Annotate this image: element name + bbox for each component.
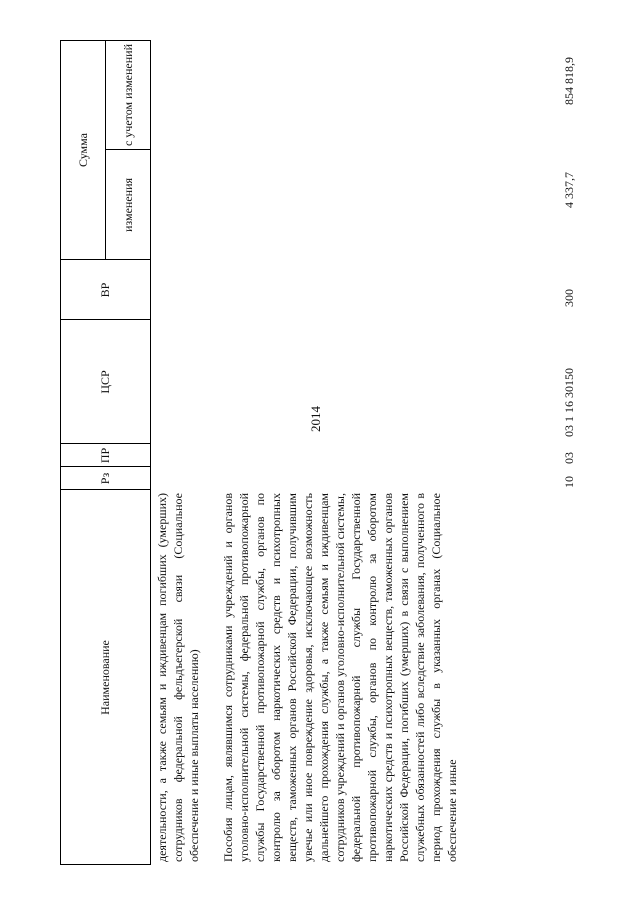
header-bottom-rule [150, 40, 151, 865]
header-rz: Рз [98, 472, 112, 485]
header-izmeneniya: изменения [120, 177, 135, 233]
header-csr: ЦСР [98, 370, 112, 394]
header-name: Наименование [98, 640, 112, 715]
budget-table [60, 40, 600, 865]
header-vr: ВР [98, 282, 112, 298]
row-2-rz: 10 [562, 476, 576, 488]
header-summa: Сумма [75, 133, 90, 167]
row-2-csr: 03 1 16 30150 [562, 368, 576, 437]
page-number: 2014 [308, 406, 323, 432]
row-2-total: 854 818,9 [562, 57, 576, 105]
row-2-name: Пособия лицам, являвшимся сотрудниками учреждений и органов уголовно-исполнительной системы, федеральной противопожарной службы Государственной противопожарной службы, органов по контролю за оборотом наркотических средств и психотропных веществ, таможенных органов Российской Федерации, получившим увечье или иное повреждение здоровья, исключающее возможность дальнейшего прохождения службы, а также семьям и иждивенцам сотрудников учреждений и органов уголовно-исполнительной системы, федеральной противопожарной службы Государственной противопожарной службы, органов по контролю за оборотом наркотических средств и психотропных веществ, таможенных органов Российской Федерации, погибших (умерших) в связи с выполнением служебных обязанностей либо вследствие заболевания, полученного в период прохождения службы в указанных органах (Социальное обеспечение и иные [221, 493, 459, 862]
row-1-name: деятельности, а также семьям и иждивенцам погибших (умерших) сотрудников федеральной фельдъегерской связи (Социальное обеспечение и иные выплаты населению) [155, 493, 201, 862]
header-s-uchetom: с учетом изменений [120, 43, 135, 147]
row-2-izmeneniya: 4 337,7 [562, 172, 576, 208]
row-2-vr: 300 [562, 289, 576, 307]
row-2-pr: 03 [562, 452, 576, 464]
header-pr: ПР [98, 447, 112, 464]
